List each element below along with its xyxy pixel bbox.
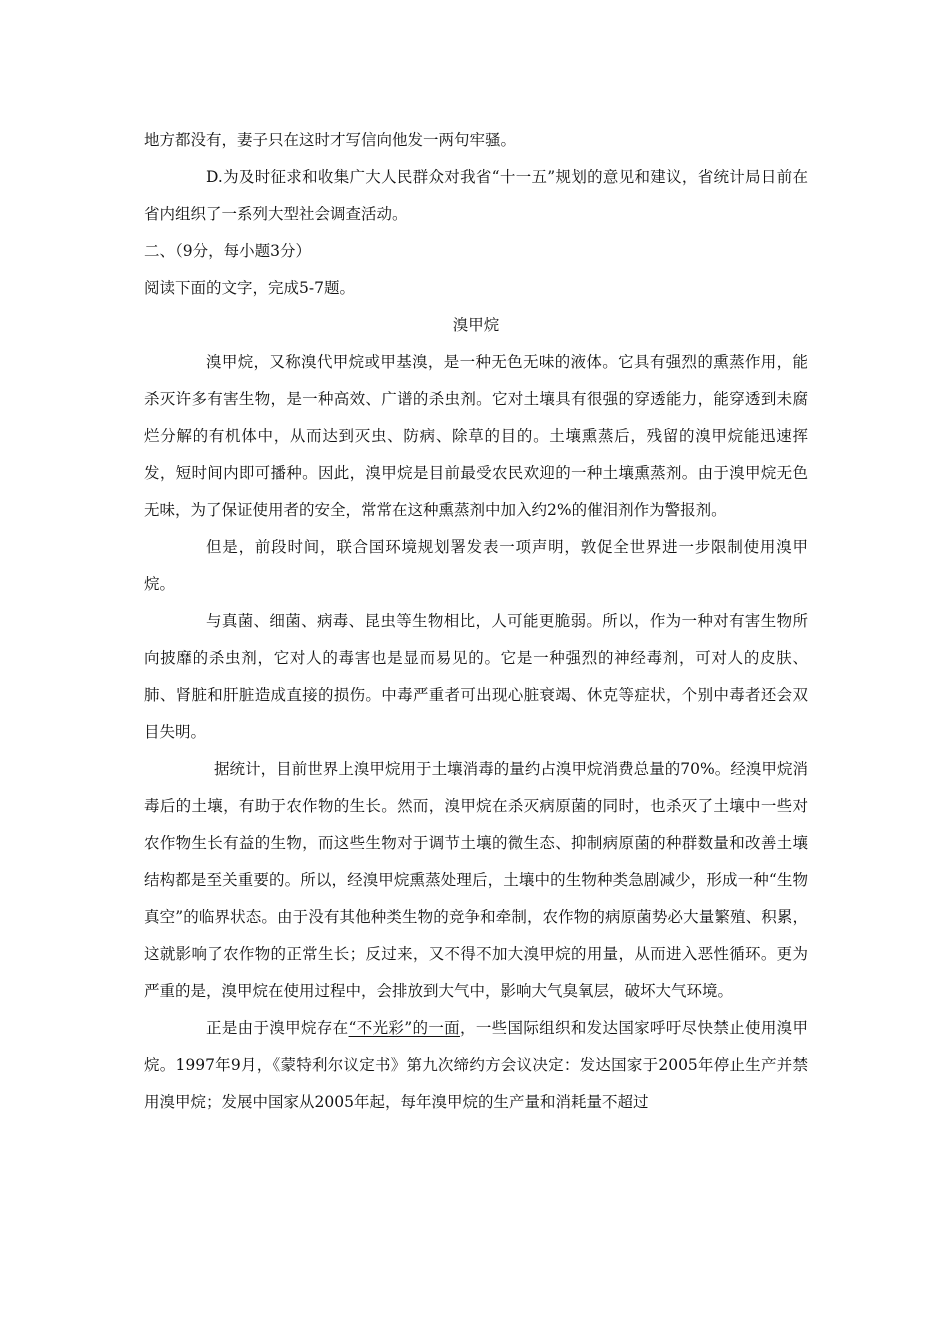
paragraph-1: 溴甲烷，又称溴代甲烷或甲基溴，是一种无色无味的液体。它具有强烈的熏蒸作用，能杀灭许多有害生物，是一种高效、广谱的杀虫剂。它对土壤具有很强的穿透能力，能穿透到未腐烂分解的有机体中，从而达到灭虫、防病、除草的目的。土壤熏蒸后，残留的溴甲烷能迅速挥发，短时间内即可播种。因此，溴甲烷是目前最受农民欢迎的一种土壤熏蒸剂。由于溴甲烷无色无味，为了保证使用者的安全，常常在这种熏蒸剂中加入约2%的催泪剂作为警报剂。 xyxy=(144,353,808,519)
paragraph-5-rest: ，一些国际组织和发达国家呼吁尽快禁止使用溴甲烷。1997年9月，《蒙特利尔议定书》第九次缔约方会议决定：发达国家于2005年停止生产并禁用溴甲烷；发展中国家从2005年起，每年溴甲烷的生产量和消耗量不超过 xyxy=(144,1019,808,1111)
paragraph-5-start: 正是由于溴甲烷存在 xyxy=(206,1019,349,1037)
paragraph-5 xyxy=(144,1010,808,1121)
paragraph-3: 与真菌、细菌、病毒、昆虫等生物相比，人可能更脆弱。所以，作为一种对有害生物所向披靡的杀虫剂，它对人的毒害也是显而易见的。它是一种强烈的神经毒剂，可对人的皮肤、肺、肾脏和肝脏造成直接的损伤。中毒严重者可出现心脏衰竭、休克等症状，个别中毒者还会双目失明。 xyxy=(144,612,808,741)
continued-line: 地方都没有，妻子只在这时才写信向他发一两句牢骚。 xyxy=(144,131,517,149)
document-body xyxy=(144,122,808,1121)
paragraph-2: 但是，前段时间，联合国环境规划署发表一项声明，敦促全世界进一步限制使用溴甲烷。 xyxy=(144,538,808,593)
article-title: 溴甲烷 xyxy=(452,316,500,334)
option-d: D.为及时征求和收集广大人民群众对我省“十一五”规划的意见和建议，省统计局日前在省内组织了一系列大型社会调查活动。 xyxy=(144,168,808,223)
underlined-phrase: “不光彩”的一面 xyxy=(348,1019,461,1037)
section-header: 二、（9分，每小题3分） xyxy=(144,242,311,260)
instruction: 阅读下面的文字，完成5-7题。 xyxy=(144,279,355,297)
paragraph-4: 据统计，目前世界上溴甲烷用于土壤消毒的量约占溴甲烷消费总量的70%。经溴甲烷消毒后的土壤，有助于农作物的生长。然而，溴甲烷在杀灭病原菌的同时，也杀灭了土壤中一些对农作物生长有益的生物，而这些生物对于调节土壤的微生态、抑制病原菌的种群数量和改善土壤结构都是至关重要的。所以，经溴甲烷熏蒸处理后，土壤中的生物种类急剧减少，形成一种“生物真空”的临界状态。由于没有其他种类生物的竞争和牵制，农作物的病原菌势必大量繁殖、积累，这就影响了农作物的正常生长；反过来，又不得不加大溴甲烷的用量，从而进入恶性循环。更为严重的是，溴甲烷在使用过程中，会排放到大气中，影响大气臭氧层，破坏大气环境。 xyxy=(144,760,808,1000)
